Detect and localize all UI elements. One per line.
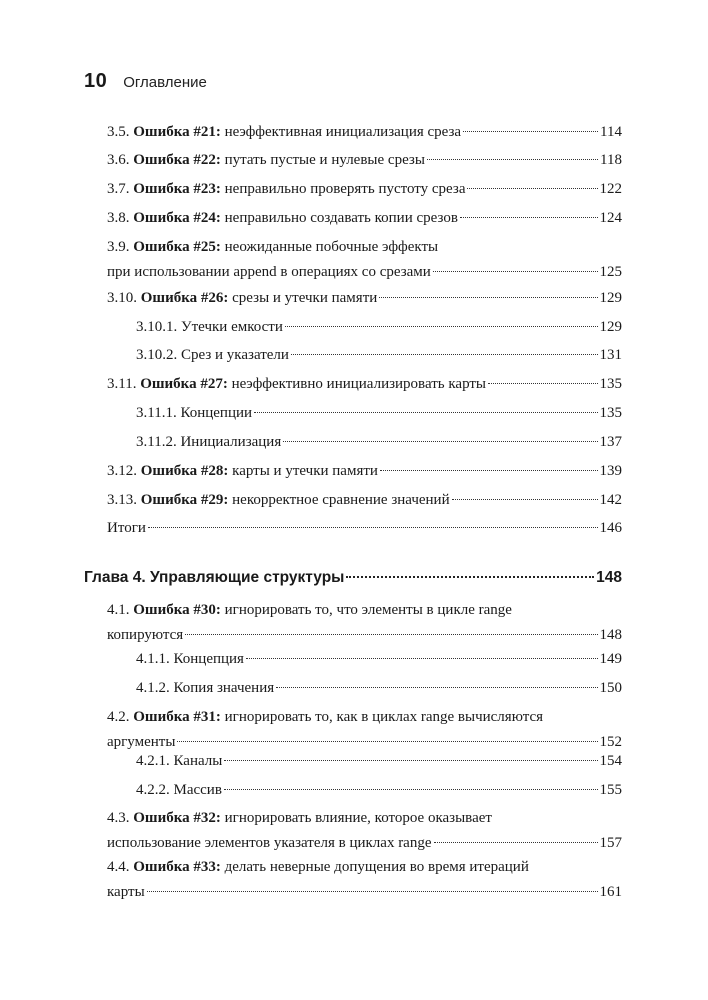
entry-line [107,286,622,311]
entry-text [107,286,377,311]
page-number: 150 [599,680,622,696]
dot-leader [254,412,597,413]
entry-text [107,459,378,484]
entry-line [136,749,622,774]
entry-text [136,343,289,368]
toc-entry[interactable] [136,315,622,340]
toc-entry[interactable] [107,806,622,856]
entry-line [107,880,622,905]
toc-entry[interactable] [136,647,622,672]
entry-text [136,401,252,426]
entry-title: Концепции [180,405,253,421]
entry-line [107,598,622,623]
dot-leader [379,297,597,298]
page-number: 139 [599,463,622,479]
dot-leader [488,383,597,384]
entry-text [107,120,461,145]
page-number: 124 [599,210,622,226]
dot-leader [224,760,597,761]
entry-number: 3.8. [107,210,134,226]
dot-leader [434,842,598,843]
error-label: Ошибка #24: [133,210,221,226]
toc-entry[interactable] [107,148,622,173]
entry-number: 4.3. [107,810,134,826]
dot-leader [147,891,598,892]
toc-entry[interactable] [107,372,622,397]
entry-number: 3.11.1. [136,405,181,421]
entry-number: 3.7. [107,181,134,197]
page-number: 152 [599,734,622,750]
dot-leader [346,576,594,578]
entry-number: 4.2.2. [136,782,174,798]
toc-entry[interactable] [136,430,622,455]
entry-title: неэффективная инициализация среза [220,124,462,140]
dot-leader [380,470,598,471]
error-label: Ошибка #25: [133,239,221,255]
error-label: Ошибка #30: [133,602,221,618]
toc-entry[interactable] [136,778,622,803]
page-number: 135 [599,405,622,421]
entry-line [136,343,622,368]
entry-number: 3.12. [107,463,141,479]
entry-line [107,235,622,260]
entry-number: 4.1.2. [136,680,174,696]
page-number: 135 [599,376,622,392]
error-label: Ошибка #28: [140,463,229,479]
dot-leader [177,741,597,742]
entry-continuation: аргументы [107,734,176,750]
dot-leader [427,159,598,160]
toc-entry[interactable] [136,343,622,368]
entry-line [136,676,622,701]
entry-text [136,749,222,774]
entry-line [136,401,622,426]
error-label: Ошибка #26: [140,290,229,306]
entry-number: 3.10.2. [136,347,181,363]
dot-leader [224,789,598,790]
error-label: Ошибка #27: [140,376,228,392]
page-number: 131 [599,347,622,363]
page-number: 114 [600,124,622,140]
entry-line [107,831,622,856]
entry-text [107,148,425,173]
entry-text [136,778,222,803]
entry-line [136,315,622,340]
dot-leader [433,271,598,272]
error-label: Ошибка #22: [133,152,221,168]
page-number: 137 [599,434,622,450]
chapter-entry[interactable] [84,565,622,590]
toc-entry[interactable] [107,286,622,311]
entry-number: 3.13. [107,492,141,508]
entry-line [136,430,622,455]
entry-number: 3.10.1. [136,319,181,335]
dot-leader [283,441,597,442]
entry-title: делать неверные допущения во время итераций [220,859,529,875]
entry-number: 4.4. [107,859,134,875]
entry-title: неправильно проверять пустоту среза [220,181,466,197]
entry-text [107,516,146,541]
entry-text [136,430,281,455]
entry-title: Глава 4. Управляющие структуры [84,569,345,586]
entry-line [107,459,622,484]
entry-number: 3.6. [107,152,134,168]
toc-entry[interactable] [136,401,622,426]
entry-number: 3.10. [107,290,141,306]
entry-line [107,705,622,730]
entry-title: Итоги [107,520,146,536]
running-title: Оглавление [123,74,207,91]
entry-number: 4.1. [107,602,134,618]
entry-number: 3.5. [107,124,134,140]
page-number: 129 [599,290,622,306]
entry-title: Утечки емкости [181,319,283,335]
entry-line [84,565,622,590]
page-number: 148 [596,569,622,586]
entry-title: Концепция [173,651,244,667]
entry-title: неожиданные побочные эффекты [220,239,439,255]
error-label: Ошибка #33: [133,859,221,875]
entry-title: неправильно создавать копии срезов [220,210,458,226]
page-number: 125 [599,264,622,280]
error-label: Ошибка #32: [133,810,221,826]
toc-entry[interactable] [107,235,622,285]
entry-line [107,488,622,513]
entry-title: Массив [173,782,222,798]
entry-text [107,206,458,231]
entry-line [107,260,622,285]
toc-entry[interactable] [107,459,622,484]
entry-text [136,676,274,701]
entry-number: 3.11. [107,376,141,392]
page-number: 122 [599,181,622,197]
page-number: 129 [599,319,622,335]
entry-text [107,372,486,397]
dot-leader [463,131,598,132]
toc-entry[interactable] [136,749,622,774]
page-number: 149 [599,651,622,667]
error-label: Ошибка #23: [133,181,221,197]
entry-title: Копия значения [173,680,275,696]
dot-leader [276,687,597,688]
entry-title: неэффективно инициализировать карты [227,376,487,392]
entry-text [107,488,450,513]
entry-number: 4.2.1. [136,753,174,769]
page-number: 161 [599,884,622,900]
entry-text [136,647,244,672]
page-number: 154 [599,753,622,769]
entry-continuation: использование элементов указателя в циклах range [107,835,432,851]
dot-leader [452,499,598,500]
entry-continuation: карты [107,884,145,900]
page-number: 146 [599,520,622,536]
entry-line [107,623,622,648]
error-label: Ошибка #29: [140,492,229,508]
entry-line [107,806,622,831]
toc-entry[interactable] [136,676,622,701]
entry-line [107,206,622,231]
entry-continuation: при использовании append в операциях со срезами [107,264,431,280]
entry-continuation: копируются [107,627,184,643]
entry-text [107,177,465,202]
entry-number: 3.11.2. [136,434,181,450]
entry-title: игнорировать то, как в циклах range вычисляются [220,709,543,725]
entry-line [107,372,622,397]
entry-line [136,778,622,803]
page-number: 155 [599,782,622,798]
toc-entry[interactable] [107,516,622,541]
dot-leader [467,188,597,189]
dot-leader [291,354,598,355]
dot-leader [246,658,598,659]
toc-entry[interactable] [107,120,622,145]
toc-entry[interactable] [107,598,622,648]
entry-text [136,315,283,340]
entry-title: путать пустые и нулевые срезы [220,152,425,168]
error-label: Ошибка #31: [133,709,221,725]
entry-title: Срез и указатели [181,347,289,363]
page-header [84,70,207,93]
entry-line [136,647,622,672]
toc-entry[interactable] [107,177,622,202]
entry-title: карты и утечки памяти [228,463,378,479]
entry-title: срезы и утечки памяти [228,290,378,306]
page-number: 118 [600,152,622,168]
entry-line [107,177,622,202]
toc-entry[interactable] [107,855,622,905]
entry-title: игнорировать то, что элементы в цикле range [220,602,512,618]
entry-line [107,120,622,145]
entry-title: Инициализация [180,434,282,450]
dot-leader [460,217,598,218]
entry-number: 4.2. [107,709,134,725]
entry-line [107,516,622,541]
entry-title: игнорировать влияние, которое оказывает [220,810,492,826]
entry-title: Каналы [173,753,223,769]
entry-number: 4.1.1. [136,651,174,667]
dot-leader [185,634,597,635]
page-number: 157 [599,835,622,851]
page-number: 148 [599,627,622,643]
error-label: Ошибка #21: [133,124,221,140]
toc-entry[interactable] [107,206,622,231]
entry-number: 3.9. [107,239,134,255]
entry-text [84,565,344,590]
page-number: 142 [599,492,622,508]
entry-line [107,148,622,173]
entry-line [107,855,622,880]
page-number: 10 [84,70,108,92]
toc-entry[interactable] [107,488,622,513]
dot-leader [285,326,598,327]
entry-title: некорректное сравнение значений [228,492,450,508]
toc-entry[interactable] [107,705,622,755]
dot-leader [148,527,598,528]
